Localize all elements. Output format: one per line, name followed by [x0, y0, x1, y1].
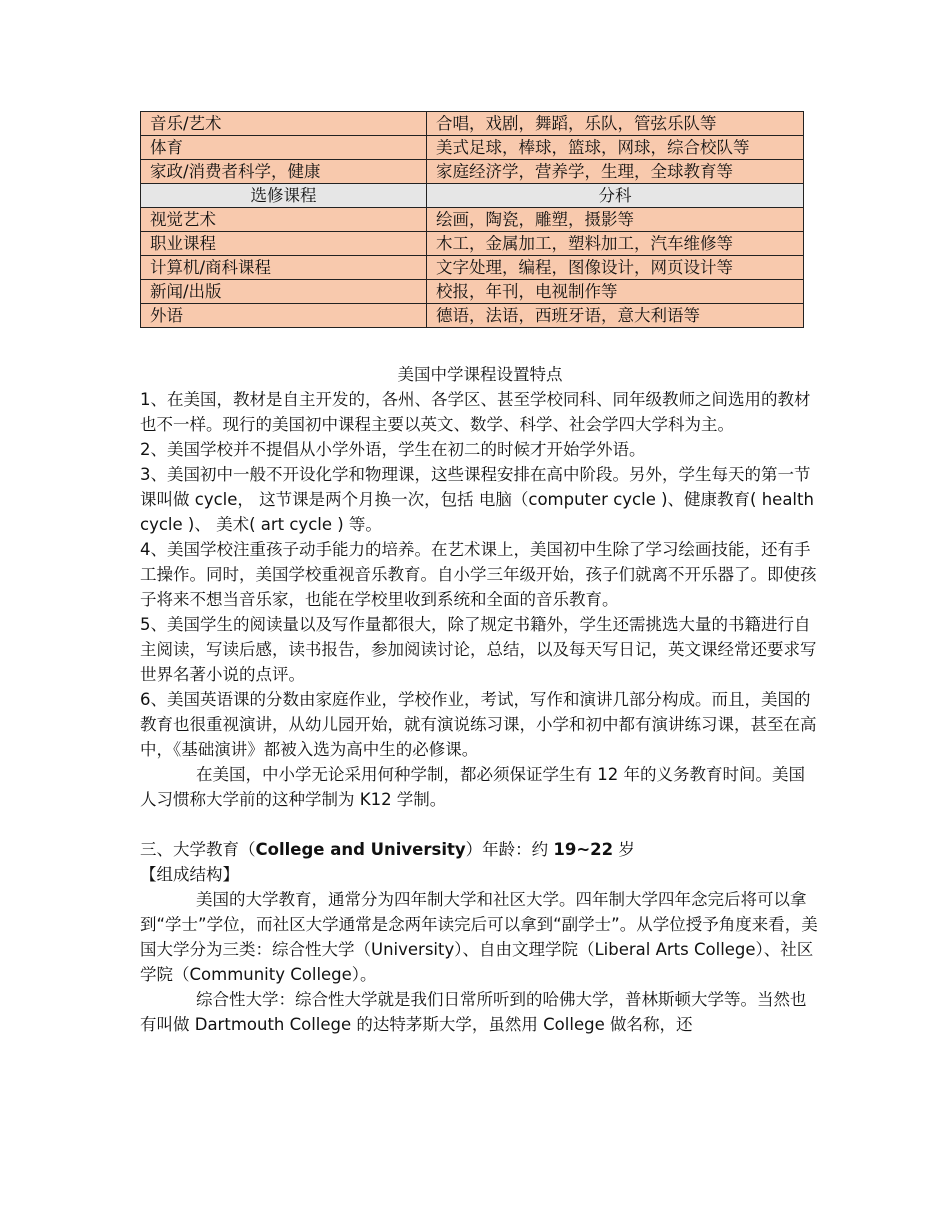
table-cell: 外语: [141, 304, 427, 328]
subheading: 【组成结构】: [140, 865, 239, 884]
table-row: [141, 256, 804, 280]
paragraph: 美国的大学教育，通常分为四年制大学和社区大学。四年制大学四年念完后将可以拿到“学士”学位，而社区大学通常是念两年读完后可以拿到“副学士”。从学位授予角度来看，美国大学分为三类：综合性大学（University）、自由文理学院（Liberal Arts College）、社区学院（Community College）。: [140, 890, 818, 984]
table-row: [141, 136, 804, 160]
curriculum-table: [140, 111, 804, 328]
table-header-row: [141, 184, 804, 208]
paragraph: 综合性大学：综合性大学就是我们日常所听到的哈佛大学，普林斯顿大学等。当然也有叫做 Dartmouth College 的达特茅斯大学，虽然用 College 做名称，还: [140, 990, 807, 1034]
table-cell: 体育: [141, 136, 427, 160]
table-cell: 计算机/商科课程: [141, 256, 427, 280]
table-cell: 美式足球，棒球，篮球，网球，综合校队等: [427, 136, 804, 160]
table-row: [141, 280, 804, 304]
paragraph: 6、美国英语课的分数由家庭作业，学校作业，考试，写作和演讲几部分构成。而且，美国的教育也很重视演讲，从幼儿园开始，就有演说练习课，小学和初中都有演讲练习课，甚至在高中，《基础演讲》都被入选为高中生的必修课。: [140, 690, 817, 759]
paragraph: 4、美国学校注重孩子动手能力的培养。在艺术课上，美国初中生除了学习绘画技能，还有手工操作。同时，美国学校重视音乐教育。自小学三年级开始，孩子们就离不开乐器了。即使孩子将来不想当音乐家，也能在学校里收到系统和全面的音乐教育。: [140, 540, 817, 609]
heading-bold-text: College and University: [255, 840, 466, 859]
table-row: [141, 232, 804, 256]
table-cell: 校报，年刊，电视制作等: [427, 280, 804, 304]
heading-text: 三、大学教育（: [140, 840, 256, 859]
table-cell: 新闻/出版: [141, 280, 427, 304]
table-cell: 文字处理，编程，图像设计，网页设计等: [427, 256, 804, 280]
table-row: [141, 160, 804, 184]
table-cell: 家庭经济学，营养学，生理，全球教育等: [427, 160, 804, 184]
section-title: 美国中学课程设置特点: [397, 365, 563, 384]
table-cell: 视觉艺术: [141, 208, 427, 232]
paragraph: 3、美国初中一般不开设化学和物理课，这些课程安排在高中阶段。另外，学生每天的第一节课叫做 cycle， 这节课是两个月换一次，包括 电脑（computer cycle )、健康教育( health cycle )、 美术( art cycle ) 等。: [140, 465, 814, 534]
paragraph: 在美国，中小学无论采用何种学制，都必须保证学生有 12 年的义务教育时间。美国人习惯称大学前的这种学制为 K12 学制。: [140, 765, 805, 809]
table-cell: 音乐/艺术: [141, 112, 427, 136]
table-row: [141, 112, 804, 136]
paragraph: 2、美国学校并不提倡从小学外语，学生在初二的时候才开始学外语。: [140, 440, 646, 459]
heading-bold-text: 19~22: [553, 840, 614, 859]
table-cell: 职业课程: [141, 232, 427, 256]
section-heading: [140, 837, 820, 862]
table-header-cell: 选修课程: [141, 184, 427, 208]
table-cell: 绘画，陶瓷，雕塑，摄影等: [427, 208, 804, 232]
blank-line: [140, 812, 820, 837]
paragraph: 5、美国学生的阅读量以及写作量都很大，除了规定书籍外，学生还需挑选大量的书籍进行自主阅读，写读后感，读书报告，参加阅读讨论，总结，以及每天写日记，英文课经常还要求写世界名著小说的点评。: [140, 615, 817, 684]
table-cell: 家政/消费者科学，健康: [141, 160, 427, 184]
table-row: [141, 304, 804, 328]
table-header-cell: 分科: [427, 184, 804, 208]
table-row: [141, 208, 804, 232]
heading-text: 岁: [613, 840, 635, 859]
table-cell: 合唱，戏剧，舞蹈，乐队，管弦乐队等: [427, 112, 804, 136]
table-cell: 德语，法语，西班牙语，意大利语等: [427, 304, 804, 328]
paragraph: 1、在美国，教材是自主开发的，各州、各学区、甚至学校同科、同年级教师之间选用的教材也不一样。现行的美国初中课程主要以英文、数学、科学、社会学四大学科为主。: [140, 390, 811, 434]
heading-text: ）年龄：约: [465, 840, 554, 859]
body-text: [140, 362, 820, 1037]
table-cell: 木工，金属加工，塑料加工，汽车维修等: [427, 232, 804, 256]
